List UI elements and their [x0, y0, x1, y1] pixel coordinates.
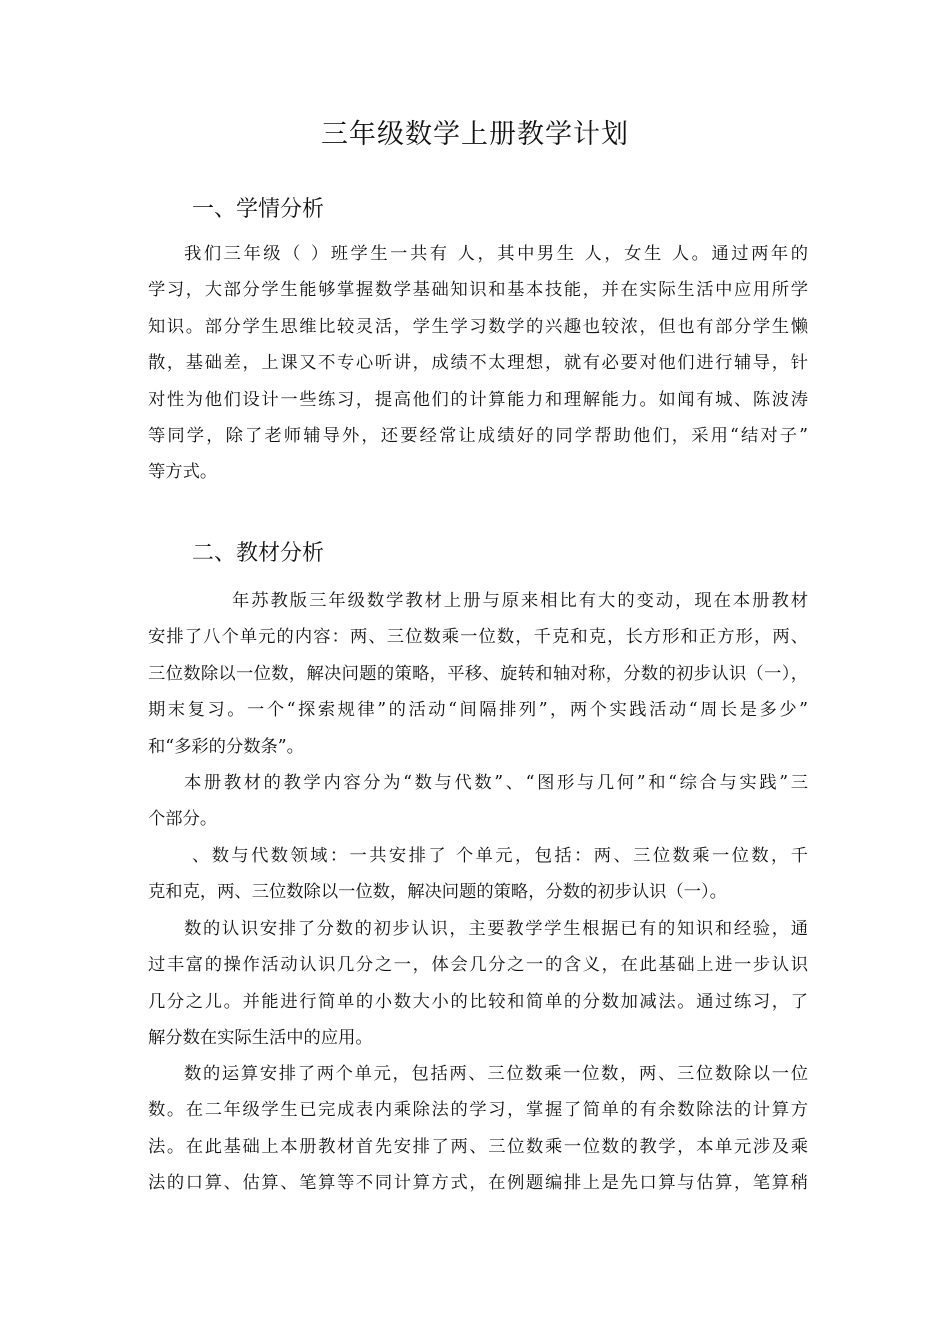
text-line: 过丰富的操作活动认识几分之一，体会几分之一的含义，在此基础上进一步认识: [148, 955, 808, 976]
text-line: 等方式。: [148, 462, 218, 483]
text-line: 数的运算安排了两个单元，包括两、三位数乘一位数，两、三位数除以一位: [184, 1064, 808, 1084]
text-line: 数。在二年级学生已完成表内乘除法的学习，掌握了简单的有余数除法的计算方: [148, 1100, 808, 1121]
section-heading-learning-analysis: 一、学情分析: [192, 197, 325, 222]
text-line: 解分数在实际生活中的应用。: [148, 1028, 373, 1049]
paragraph-learning-analysis: [148, 236, 808, 491]
paragraph-content-parts: [148, 765, 808, 838]
text-line: 本册教材的教学内容分为“数与代数”、“图形与几何”和“综合与实践”三: [184, 773, 808, 793]
text-line: 散，基础差，上课又不专心听讲，成绩不太理想，就有必要对他们进行辅导，针: [148, 353, 808, 374]
text-line: 等同学，除了老师辅导外，还要经常让成绩好的同学帮助他们，采用“结对子”: [148, 426, 808, 447]
text-line: 年苏教版三年级数学教材上册与原来相比有大的变动，现在本册教材: [232, 591, 808, 611]
text-line: 对性为他们设计一些练习，提高他们的计算能力和理解能力。如闻有城、陈波涛: [148, 389, 808, 410]
text-line: 和“多彩的分数条”。: [148, 736, 304, 757]
text-line: 期末复习。一个“探索规律”的活动“间隔排列”，两个实践活动“周长是多少”: [148, 700, 808, 721]
text-line: 数的认识安排了分数的初步认识，主要教学学生根据已有的知识和经验，通: [184, 919, 808, 939]
text-line: 三位数除以一位数，解决问题的策略，平移、旋转和轴对称，分数的初步认识（一），: [148, 663, 808, 684]
text-line: 法。在此基础上本册教材首先安排了两、三位数乘一位数的教学，本单元涉及乘: [148, 1136, 808, 1157]
text-line: 知识。部分学生思维比较灵活，学生学习数学的兴趣也较浓，但也有部分学生懒: [148, 316, 808, 337]
text-line: 几分之儿。并能进行简单的小数大小的比较和简单的分数加减法。通过练习，了: [148, 991, 808, 1012]
text-line: 我们三年级（ ）班学生一共有 人，其中男生 人，女生 人。通过两年的: [184, 244, 808, 264]
section-heading-textbook-analysis: 二、教材分析: [192, 541, 325, 566]
text-line: 法的口算、估算、笔算等不同计算方式，在例题编排上是先口算与估算，笔算稍: [148, 1173, 808, 1194]
text-line: 克和克，两、三位数除以一位数，解决问题的策略，分数的初步认识（一）。: [148, 882, 727, 903]
text-line: 学习，大部分学生能够掌握数学基础知识和基本技能，并在实际生活中应用所学: [148, 280, 808, 301]
text-line: 安排了八个单元的内容：两、三位数乘一位数，千克和克，长方形和正方形，两、: [148, 627, 808, 648]
paragraph-operations: [148, 1056, 808, 1202]
text-line: 、数与代数领域：一共安排了 个单元，包括：两、三位数乘一位数，千: [192, 846, 808, 866]
document-title: 三年级数学上册教学计划: [321, 119, 629, 150]
text-line: 个部分。: [148, 809, 218, 830]
paragraph-fractions: [148, 911, 808, 1057]
paragraph-textbook-overview: [148, 583, 808, 765]
paragraph-number-algebra: [148, 838, 808, 911]
